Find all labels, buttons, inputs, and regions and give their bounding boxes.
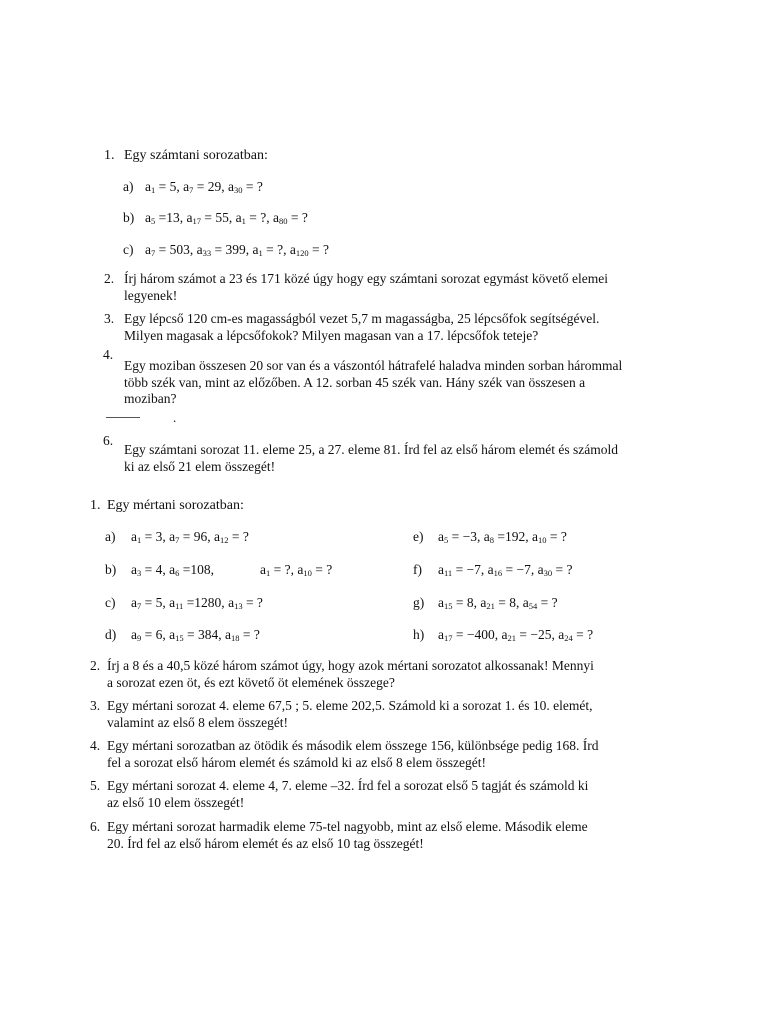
- term-value: = ?: [308, 242, 329, 257]
- s2-problem-4-line2: fel a sorozat első három elemét és számold ki az első 8 elem összegét!: [107, 755, 486, 770]
- term-index: 1: [258, 248, 263, 258]
- term-symbol: a: [260, 562, 266, 577]
- term-symbol: a: [228, 179, 234, 194]
- term-value: = 8,: [494, 595, 523, 610]
- term-index: 3: [137, 568, 142, 578]
- term-value: = 96,: [179, 529, 214, 544]
- term-symbol: a: [438, 529, 444, 544]
- term-index: 15: [175, 633, 184, 643]
- term-index: 1: [151, 185, 156, 195]
- s2-item-d-label: d): [105, 627, 117, 642]
- s2-item-e-expression: [438, 528, 567, 545]
- term-value: =13,: [155, 210, 187, 225]
- term-index: 9: [137, 633, 142, 643]
- term-symbol: a: [531, 529, 538, 544]
- term-symbol: a: [487, 562, 494, 577]
- term-symbol: a: [480, 595, 487, 610]
- term-value: = ?: [242, 595, 263, 610]
- s2-problem-2-number: 2.: [90, 658, 101, 673]
- s1-item-c-label: c): [123, 242, 134, 257]
- term-value: = 8,: [452, 595, 481, 610]
- s2-problem-4-number: 4.: [90, 738, 101, 753]
- term-symbol: a: [537, 562, 544, 577]
- s2-item-b-expression: [131, 561, 214, 578]
- term-value: = ?: [546, 529, 567, 544]
- s2-item-g-expression: [438, 594, 558, 611]
- term-index: 1: [137, 535, 142, 545]
- term-value: = 384,: [183, 627, 225, 642]
- term-symbol: a: [131, 595, 137, 610]
- term-index: 7: [151, 248, 156, 258]
- term-index: 80: [278, 216, 288, 226]
- s1-item-a-expression: [145, 178, 263, 195]
- s2-problem-6-line2: 20. Írd fel az első három elemét és az első 10 tag összegét!: [107, 836, 424, 851]
- term-index: 5: [151, 216, 156, 226]
- term-value: = 503,: [155, 242, 197, 257]
- s2-problem-3-line1: Egy mértani sorozat 4. eleme 67,5 ; 5. eleme 202,5. Számold ki a sorozat 1. és 10. elemét,: [107, 698, 593, 713]
- term-value: = 5,: [155, 179, 184, 194]
- s1-problem-2-line2: legyenek!: [124, 288, 178, 303]
- blank-line: [106, 417, 140, 418]
- term-value: = ?: [537, 595, 558, 610]
- term-value: = −3,: [448, 529, 484, 544]
- term-value: = ?: [242, 179, 263, 194]
- term-index: 12: [220, 535, 229, 545]
- term-index: 30: [234, 185, 243, 195]
- s2-item-g-label: g): [413, 595, 425, 610]
- term-symbol: a: [169, 562, 176, 577]
- term-symbol: a: [145, 242, 151, 257]
- s2-item-b-extra-expression: [260, 561, 332, 578]
- term-value: = −7,: [502, 562, 538, 577]
- term-symbol: a: [183, 179, 190, 194]
- s1-problem-2-number: 2.: [104, 271, 115, 286]
- term-symbol: a: [272, 210, 279, 225]
- term-symbol: a: [438, 562, 444, 577]
- section2-heading-number: 1.: [90, 498, 101, 513]
- term-value: = 55,: [201, 210, 236, 225]
- term-index: 1: [241, 216, 246, 226]
- term-symbol: a: [252, 242, 259, 257]
- term-index: 7: [189, 185, 194, 195]
- section1-heading: Egy számtani sorozatban:: [124, 148, 268, 163]
- term-symbol: a: [145, 179, 151, 194]
- s2-problem-6-number: 6.: [90, 819, 101, 834]
- term-index: 17: [444, 633, 453, 643]
- term-value: = ?: [572, 627, 594, 642]
- s1-problem-3-number: 3.: [104, 311, 115, 326]
- term-symbol: a: [558, 627, 565, 642]
- term-index: 11: [444, 568, 453, 578]
- term-symbol: a: [501, 627, 508, 642]
- term-symbol: a: [131, 562, 137, 577]
- term-index: 54: [528, 601, 538, 611]
- s2-item-f-expression: [438, 561, 573, 578]
- term-value: = ?,: [270, 562, 298, 577]
- s1-item-c-expression: [145, 241, 329, 258]
- s1-problem-4-line3: moziban?: [124, 391, 177, 406]
- term-index: 10: [303, 568, 312, 578]
- term-index: 21: [507, 633, 516, 643]
- s1-problem-6-number: 6.: [103, 433, 114, 448]
- term-index: 33: [202, 248, 212, 258]
- section1-heading-number: 1.: [104, 148, 115, 163]
- term-index: 8: [489, 535, 494, 545]
- term-value: = ?: [239, 627, 260, 642]
- term-value: = −25,: [515, 627, 559, 642]
- term-symbol: a: [522, 595, 529, 610]
- s1-item-b-expression: [145, 209, 308, 226]
- s2-item-a-label: a): [105, 529, 116, 544]
- s2-item-c-label: c): [105, 595, 116, 610]
- s2-problem-3-line2: valamint az első 8 elem összegét!: [107, 715, 289, 730]
- s1-problem-3-line1: Egy lépcső 120 cm-es magasságból vezet 5,7 m magasságba, 25 lépcsőfok segítségével.: [124, 311, 600, 326]
- term-symbol: a: [196, 242, 203, 257]
- term-symbol: a: [297, 562, 304, 577]
- s2-item-e-label: e): [413, 529, 424, 544]
- s2-item-a-expression: [131, 528, 249, 545]
- term-index: 21: [486, 601, 495, 611]
- term-value: = ?,: [262, 242, 290, 257]
- s2-problem-4-line1: Egy mértani sorozatban az ötödik és második elem összege 156, különbsége pedig 168. Írd: [107, 738, 599, 753]
- term-symbol: a: [483, 529, 490, 544]
- s1-item-b-label: b): [123, 210, 135, 225]
- term-symbol: a: [228, 595, 235, 610]
- term-index: 24: [564, 633, 573, 643]
- term-symbol: a: [214, 529, 220, 544]
- term-value: = ?,: [245, 210, 273, 225]
- s1-problem-4-line1: Egy moziban összesen 20 sor van és a vászontól hátrafelé haladva minden sorban hárommal: [124, 358, 623, 373]
- term-symbol: a: [169, 627, 176, 642]
- s2-item-h-expression: [438, 626, 593, 643]
- s2-problem-3-number: 3.: [90, 698, 101, 713]
- term-symbol: a: [235, 210, 242, 225]
- s1-problem-4-line2: több szék van, mint az előzőben. A 12. sorban 45 szék van. Hány szék van összesen a: [124, 375, 586, 390]
- s2-item-b-label: b): [105, 562, 117, 577]
- term-symbol: a: [289, 242, 296, 257]
- term-index: 11: [175, 601, 184, 611]
- term-value: = 6,: [141, 627, 170, 642]
- term-value: = −400,: [452, 627, 502, 642]
- s2-problem-5-line2: az első 10 elem összegét!: [107, 795, 245, 810]
- term-value: = ?: [228, 529, 249, 544]
- s2-problem-6-line1: Egy mértani sorozat harmadik eleme 75-tel nagyobb, mint az első eleme. Második eleme: [107, 819, 588, 834]
- s1-problem-4-number: 4.: [103, 347, 114, 362]
- term-symbol: a: [225, 627, 231, 642]
- term-symbol: a: [438, 595, 444, 610]
- term-index: 120: [295, 248, 309, 258]
- s2-problem-5-number: 5.: [90, 778, 101, 793]
- term-value: =192,: [493, 529, 532, 544]
- s2-item-h-label: h): [413, 627, 425, 642]
- term-index: 10: [537, 535, 547, 545]
- term-symbol: a: [131, 529, 137, 544]
- term-index: 1: [266, 568, 271, 578]
- term-index: 13: [234, 601, 243, 611]
- term-value: =1280,: [183, 595, 229, 610]
- term-symbol: a: [131, 627, 137, 642]
- s1-problem-6-line1: Egy számtani sorozat 11. eleme 25, a 27. eleme 81. Írd fel az első három elemét és számold: [124, 442, 618, 457]
- term-index: 7: [175, 535, 180, 545]
- term-index: 16: [493, 568, 503, 578]
- s2-item-c-expression: [131, 594, 263, 611]
- s2-item-d-expression: [131, 626, 260, 643]
- term-index: 6: [175, 568, 180, 578]
- s2-problem-5-line1: Egy mértani sorozat 4. eleme 4, 7. eleme –32. Írd fel a sorozat első 5 tagját és számold ki: [107, 778, 589, 793]
- s1-problem-6-line2: ki az első 21 elem összegét!: [124, 459, 276, 474]
- term-value: = ?: [311, 562, 333, 577]
- term-value: = 3,: [141, 529, 170, 544]
- term-value: = 4,: [141, 562, 170, 577]
- term-value: = 399,: [211, 242, 253, 257]
- term-index: 15: [444, 601, 453, 611]
- term-index: 18: [231, 633, 240, 643]
- term-value: =108,: [179, 562, 214, 577]
- term-symbol: a: [186, 210, 193, 225]
- section2-heading: Egy mértani sorozatban:: [107, 498, 244, 513]
- term-index: 17: [192, 216, 201, 226]
- s1-problem-2-line1: Írj három számot a 23 és 171 közé úgy hogy egy számtani sorozat egymást követő elemei: [124, 271, 608, 286]
- term-symbol: a: [169, 595, 176, 610]
- term-index: 7: [137, 601, 142, 611]
- term-index: 30: [543, 568, 553, 578]
- term-value: = ?: [287, 210, 308, 225]
- term-value: = 5,: [141, 595, 170, 610]
- term-value: = −7,: [452, 562, 488, 577]
- s2-item-f-label: f): [413, 562, 422, 577]
- s1-item-a-label: a): [123, 179, 134, 194]
- term-value: = ?: [552, 562, 573, 577]
- term-symbol: a: [438, 627, 444, 642]
- s2-problem-2-line1: Írj a 8 és a 40,5 közé három számot úgy, hogy azok mértani sorozatot alkossanak! Mennyi: [107, 658, 594, 673]
- s1-problem-3-line2: Milyen magasak a lépcsőfokok? Milyen magasan van a 17. lépcsőfok teteje?: [124, 328, 539, 343]
- term-index: 5: [444, 535, 449, 545]
- term-value: = 29,: [193, 179, 228, 194]
- stray-mark: .: [173, 410, 177, 425]
- term-symbol: a: [145, 210, 151, 225]
- s2-problem-2-line2: a sorozat ezen öt, és ezt követő öt elemének összege?: [107, 675, 395, 690]
- term-symbol: a: [169, 529, 176, 544]
